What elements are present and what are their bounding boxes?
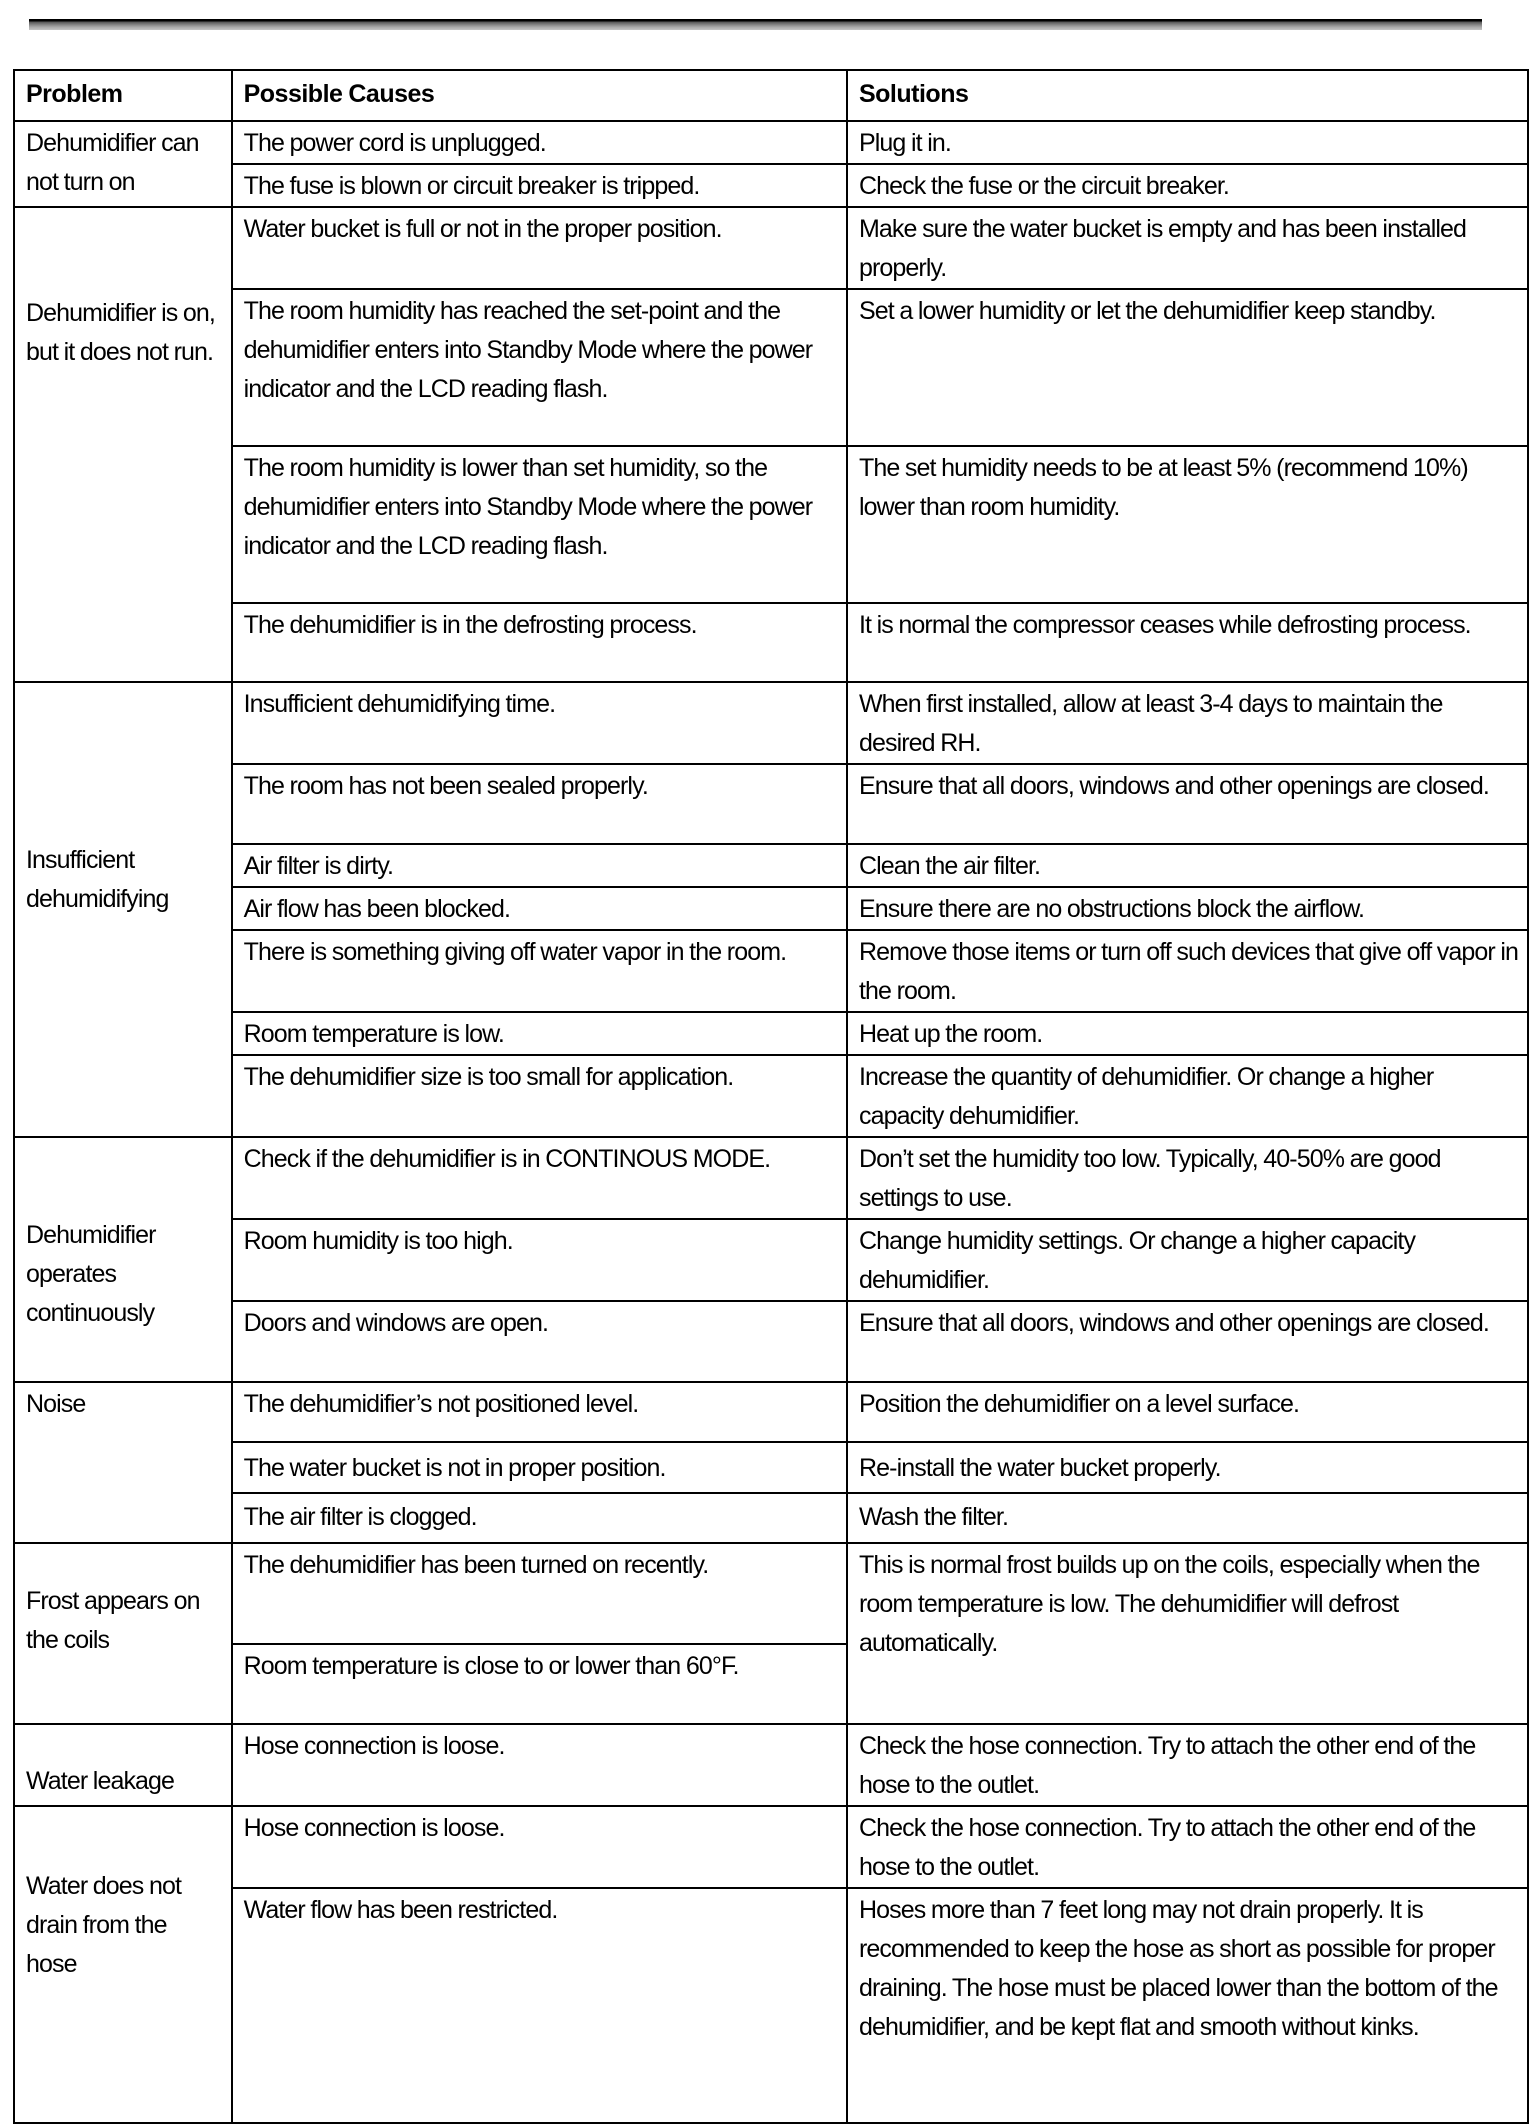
cause-cell: Hose connection is loose. <box>232 1806 847 1888</box>
cause-cell: The power cord is unplugged. <box>232 121 847 164</box>
cause-cell: The room humidity is lower than set humidity, so the dehumidifier enters into Standby Mode where the power indicator and the LCD reading flash. <box>232 446 847 603</box>
solution-cell: Plug it in. <box>847 121 1528 164</box>
cause-cell: The dehumidifier’s not positioned level. <box>232 1382 847 1442</box>
table-header-row <box>14 70 1528 121</box>
table-row <box>14 887 1528 930</box>
solution-cell: Change humidity settings. Or change a higher capacity dehumidifier. <box>847 1219 1528 1301</box>
solution-cell: When first installed, allow at least 3-4 days to maintain the desired RH. <box>847 682 1528 764</box>
solution-cell: It is normal the compressor ceases while defrosting process. <box>847 603 1528 682</box>
cause-cell: Room humidity is too high. <box>232 1219 847 1301</box>
troubleshooting-table <box>13 69 1529 2124</box>
table-row <box>14 844 1528 887</box>
solution-cell: Check the hose connection. Try to attach the other end of the hose to the outlet. <box>847 1724 1528 1806</box>
cause-cell: The water bucket is not in proper position. <box>232 1442 847 1493</box>
header-rule <box>29 19 1482 30</box>
cause-cell: Air filter is dirty. <box>232 844 847 887</box>
cause-cell: The dehumidifier has been turned on recently. <box>232 1543 847 1644</box>
table-row <box>14 1543 1528 1644</box>
table-row <box>14 1219 1528 1301</box>
problem-cell: Dehumidifier can not turn on <box>14 121 232 207</box>
cause-cell: The air filter is clogged. <box>232 1493 847 1543</box>
table-row <box>14 1442 1528 1493</box>
solution-cell: Heat up the room. <box>847 1012 1528 1055</box>
table-row <box>14 207 1528 289</box>
solution-cell: Ensure that all doors, windows and other openings are closed. <box>847 764 1528 844</box>
table-row <box>14 1806 1528 1888</box>
cause-cell: Insufficient dehumidifying time. <box>232 682 847 764</box>
problem-cell: Water leakage <box>14 1724 232 1806</box>
solution-cell: Position the dehumidifier on a level surface. <box>847 1382 1528 1442</box>
table-row <box>14 446 1528 603</box>
table-row <box>14 764 1528 844</box>
solution-cell: Make sure the water bucket is empty and has been installed properly. <box>847 207 1528 289</box>
solution-cell: Clean the air filter. <box>847 844 1528 887</box>
problem-cell: Dehumidifier is on, but it does not run. <box>14 207 232 682</box>
solution-cell: This is normal frost builds up on the coils, especially when the room temperature is low. The dehumidifier will defrost automatically. <box>847 1543 1528 1724</box>
table-row <box>14 164 1528 207</box>
table-row <box>14 1493 1528 1543</box>
cause-cell: Check if the dehumidifier is in CONTINOUS MODE. <box>232 1137 847 1219</box>
cause-cell: The dehumidifier is in the defrosting process. <box>232 603 847 682</box>
problem-cell: Dehumidifier operates continuously <box>14 1137 232 1382</box>
cause-cell: Hose connection is loose. <box>232 1724 847 1806</box>
solution-cell: Check the hose connection. Try to attach the other end of the hose to the outlet. <box>847 1806 1528 1888</box>
problem-cell: Insufficient dehumidifying <box>14 682 232 1137</box>
solution-cell: Ensure that all doors, windows and other openings are closed. <box>847 1301 1528 1382</box>
solution-cell: Set a lower humidity or let the dehumidifier keep standby. <box>847 289 1528 446</box>
solution-cell: Increase the quantity of dehumidifier. Or change a higher capacity dehumidifier. <box>847 1055 1528 1137</box>
solution-cell: Hoses more than 7 feet long may not drain properly. It is recommended to keep the hose as short as possible for proper draining. The hose must be placed lower than the bottom of the dehumidifier, and be kept flat and smooth without kinks. <box>847 1888 1528 2123</box>
table-row <box>14 682 1528 764</box>
table-row <box>14 1724 1528 1806</box>
cause-cell: Room temperature is low. <box>232 1012 847 1055</box>
table-row <box>14 930 1528 1012</box>
table-row <box>14 1055 1528 1137</box>
problem-cell: Frost appears on the coils <box>14 1543 232 1724</box>
solution-cell: Don’t set the humidity too low. Typically, 40-50% are good settings to use. <box>847 1137 1528 1219</box>
table-row <box>14 1012 1528 1055</box>
cause-cell: Water bucket is full or not in the proper position. <box>232 207 847 289</box>
header-problem: Problem <box>14 70 232 121</box>
table-row <box>14 1137 1528 1219</box>
solution-cell: Check the fuse or the circuit breaker. <box>847 164 1528 207</box>
cause-cell: Air flow has been blocked. <box>232 887 847 930</box>
cause-cell: Doors and windows are open. <box>232 1301 847 1382</box>
table-row <box>14 121 1528 164</box>
cause-cell: Water flow has been restricted. <box>232 1888 847 2123</box>
table-row <box>14 603 1528 682</box>
table-row <box>14 1888 1528 2123</box>
header-solutions: Solutions <box>847 70 1528 121</box>
solution-cell: The set humidity needs to be at least 5% (recommend 10%) lower than room humidity. <box>847 446 1528 603</box>
solution-cell: Remove those items or turn off such devices that give off vapor in the room. <box>847 930 1528 1012</box>
cause-cell: There is something giving off water vapor in the room. <box>232 930 847 1012</box>
solution-cell: Wash the filter. <box>847 1493 1528 1543</box>
solution-cell: Re-install the water bucket properly. <box>847 1442 1528 1493</box>
cause-cell: The room has not been sealed properly. <box>232 764 847 844</box>
cause-cell: The room humidity has reached the set-point and the dehumidifier enters into Standby Mode where the power indicator and the LCD reading flash. <box>232 289 847 446</box>
cause-cell: The fuse is blown or circuit breaker is tripped. <box>232 164 847 207</box>
table-row <box>14 1382 1528 1442</box>
cause-cell: Room temperature is close to or lower than 60°F. <box>232 1644 847 1724</box>
cause-cell: The dehumidifier size is too small for application. <box>232 1055 847 1137</box>
problem-cell: Water does not drain from the hose <box>14 1806 232 2123</box>
solution-cell: Ensure there are no obstructions block the airflow. <box>847 887 1528 930</box>
table-row <box>14 289 1528 446</box>
header-causes: Possible Causes <box>232 70 847 121</box>
table-row <box>14 1301 1528 1382</box>
problem-cell: Noise <box>14 1382 232 1543</box>
